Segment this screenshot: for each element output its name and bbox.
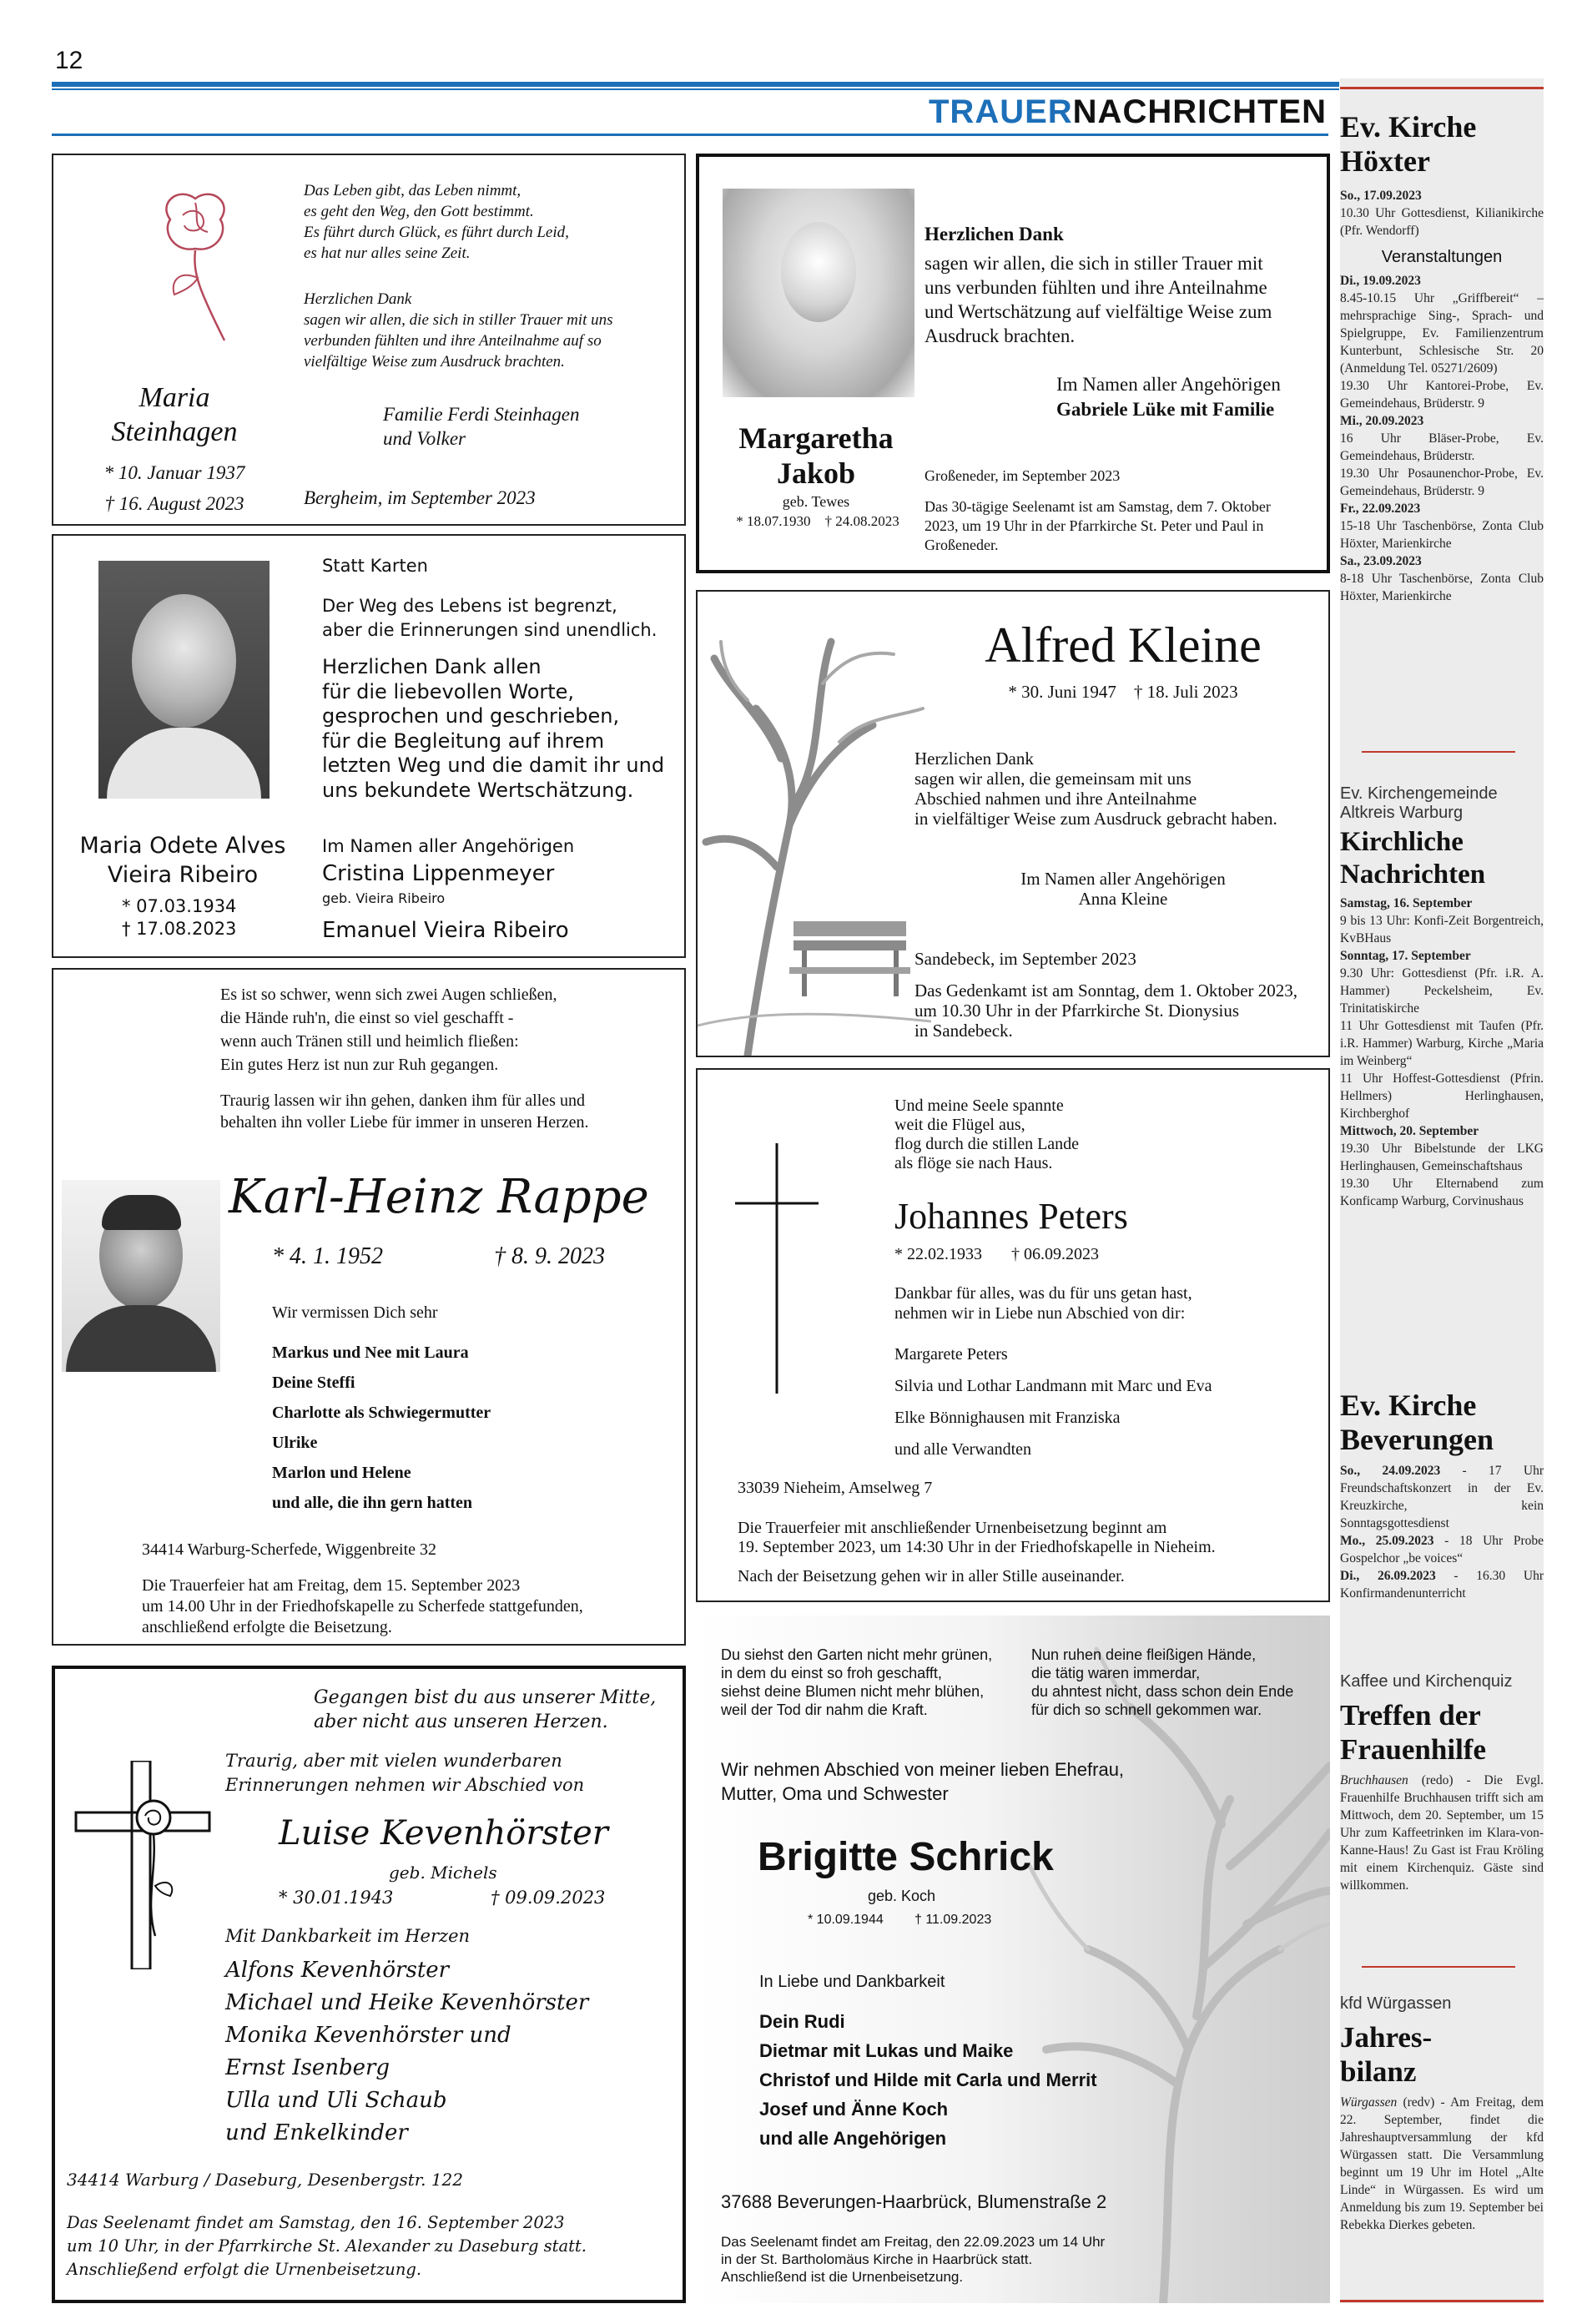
poem: Das Leben gibt, das Leben nimmt, es geht den Weg, den Gott bestimmt. Es führt durch Glück, es führt durch Leid, es hat nur alles seine Zeit. <box>304 182 569 262</box>
deceased-name: Karl-Heinz Rappe <box>229 1170 649 1224</box>
birth-date: * 07.03.1934 <box>122 896 237 916</box>
frauenhilfe-kicker: Kaffee und Kirchenquiz <box>1340 1672 1513 1691</box>
hoexter-title: Ev. Kirche Höxter <box>1340 110 1477 178</box>
family-1-nee: geb. Vieira Ribeiro <box>322 890 446 906</box>
maiden-name: geb. Michels <box>389 1863 497 1883</box>
page-number: 12 <box>55 47 83 74</box>
service-notice: Das 30-tägige Seelenamt ist am Samstag, dem 7. Oktober 2023, um 19 Uhr in der Pfarrkirche St. Peter und Paul in Großeneder. <box>925 498 1271 553</box>
hoexter-date-4: Fr., 22.09.2023 <box>1340 502 1421 516</box>
signoff: Im Namen aller Angehörigen <box>1056 374 1281 395</box>
warburg-date-2: Sonntag, 17. September <box>1340 949 1471 963</box>
deceased-name: Maria Steinhagen <box>111 382 238 447</box>
service-notice: Das Seelenamt findet am Freitag, den 22.09.2023 um 14 Uhr in der St. Bartholomäus Kirche in Haarbrück statt. Anschließend ist die Urnenbeisetzung. <box>721 2234 1106 2285</box>
birth-date: * 4. 1. 1952 <box>272 1243 383 1269</box>
rose-icon <box>133 182 258 349</box>
warburg-kicker: Ev. Kirchengemeinde Altkreis Warburg <box>1340 784 1498 822</box>
intro: Statt Karten <box>322 556 428 576</box>
cross-rose-icon <box>72 1761 214 1969</box>
family-1: Markus und Nee mit Laura <box>272 1343 469 1362</box>
poem: Es ist so schwer, wenn sich zwei Augen schließen, die Hände ruh'n, die einst so viel geschafft - wenn auch Tränen still und heimlich fließen: Ein gutes Herz ist nun zur Ruh gegangen. <box>220 986 557 1074</box>
section-title <box>901 93 1327 131</box>
wuergassen-kicker: kfd Würgassen <box>1340 1994 1452 2013</box>
header-rule-bottom <box>52 134 1328 136</box>
madonna-face <box>781 222 856 322</box>
place-date: Großeneder, im September 2023 <box>925 467 1121 484</box>
obituary-peters <box>696 1068 1330 1602</box>
service-notice: Das Seelenamt findet am Samstag, den 16. September 2023 um 10 Uhr, in der Pfarrkirche St. Alexander zu Daseburg statt. Anschließend erfolgt die Urnenbeisetzung. <box>67 2213 587 2279</box>
cross-icon <box>731 1143 823 1394</box>
warburg-title: Kirchliche Nachrichten <box>1340 827 1486 890</box>
deceased-name: Alfred Kleine <box>985 618 1262 673</box>
hoexter-date-3: Mi., 20.09.2023 <box>1340 414 1424 428</box>
warburg-date-1: Samstag, 16. September <box>1340 896 1473 910</box>
sidebar-warburg <box>1340 784 1544 1210</box>
place-date: Sandebeck, im September 2023 <box>914 949 1136 969</box>
hoexter-text-4: 15-18 Uhr Taschenbörse, Zonta Club Höxter, Marienkirche <box>1340 519 1544 551</box>
birth-date: * 10.09.1944 <box>808 1913 884 1927</box>
hoexter-date-1: So., 17.09.2023 <box>1340 189 1422 203</box>
warburg-text-3: 19.30 Uhr Bibelstunde der LKG Herlinghausen, Gemeinschaftshaus 19.30 Uhr Elternabend zum Konficamp Warburg, Corvinushaus <box>1340 1142 1544 1208</box>
beverungen-date-3: Di., 26.09.2023 <box>1340 1569 1436 1583</box>
hoexter-subhead: Veranstaltungen <box>1381 248 1503 266</box>
closing-text: Nach der Beisetzung gehen wir in aller Stille auseinander. <box>738 1567 1125 1585</box>
sidebar-divider-2 <box>1362 1966 1515 1968</box>
service-notice: Die Trauerfeier mit anschließender Urnenbeisetzung beginnt am 19. September 2023, um 14:30 Uhr in der Friedhofskapelle in Nieheim. <box>738 1519 1216 1556</box>
section-title-accent: TRAUER <box>929 93 1073 130</box>
family-2: Dietmar mit Lukas und Maike <box>759 2040 1014 2061</box>
obituary-kleine <box>696 590 1330 1057</box>
poem: Und meine Seele spannte weit die Flügel aus, flog durch die stillen Lande als flöge sie nach Haus. <box>894 1096 1080 1172</box>
portrait-shirt <box>66 1305 216 1372</box>
header-rule-thin <box>52 88 1339 90</box>
life-dates: * 30. Juni 1947 † 18. Juli 2023 <box>1008 682 1238 702</box>
family-5: Ulla und Uli Schaub <box>225 2088 447 2113</box>
obituary-jakob <box>696 154 1330 573</box>
frauenhilfe-lead: Bruchhausen <box>1340 1773 1408 1787</box>
sidebar-wuergassen <box>1340 1994 1544 2234</box>
portrait-face <box>132 594 236 728</box>
family-2: Deine Steffi <box>272 1374 355 1392</box>
maiden-name: geb. Koch <box>868 1888 936 1904</box>
family-4: Ernst Isenberg <box>225 2055 390 2080</box>
sidebar-frauenhilfe <box>1340 1672 1544 1894</box>
sidebar-beverungen <box>1340 1389 1544 1602</box>
beverungen-title: Ev. Kirche Beverungen <box>1340 1389 1494 1456</box>
frauenhilfe-text: (redo) - Die Evgl. Frauenhilfe Bruchhausen trifft sich am Mittwoch, dem 20. September, um 15 Uhr zum Kaffeetrinken im Klara-von-Kanne-Haus! Zu Gast ist Frau Kröling mit einem Kirchenquiz. Gäste sind willkommen. <box>1340 1773 1544 1893</box>
obituary-alves <box>52 534 686 958</box>
family: Gabriele Lüke mit Familie <box>1056 399 1275 420</box>
farewell-text: Wir nehmen Abschied von meiner lieben Ehefrau, Mutter, Oma und Schwester <box>721 1759 1125 1804</box>
intro: Traurig, aber mit vielen wunderbaren Erinnerungen nehmen wir Abschied von <box>225 1751 585 1795</box>
death-date: † 09.09.2023 <box>491 1888 606 1908</box>
beverungen-item-1 <box>1340 1462 1544 1532</box>
portrait-shoulders <box>107 728 261 799</box>
beverungen-item-2 <box>1340 1532 1544 1567</box>
family-5: und alle Angehörigen <box>759 2128 947 2149</box>
life-dates: * 18.07.1930 † 24.08.2023 <box>736 513 899 529</box>
poem-left: Du siehst den Garten nicht mehr grünen, in dem du einst so froh geschafft, siehst deine Blumen nicht mehr blühen, weil der Tod dir nahm die Kraft. <box>721 1646 993 1718</box>
warburg-date-3: Mittwoch, 20. September <box>1340 1124 1479 1138</box>
deceased-name: Maria Odete Alves Vieira Ribeiro <box>79 833 286 888</box>
birth-date: * 10. Januar 1937 <box>103 462 245 483</box>
beverungen-text-2: - 18 Uhr Probe Gospelchor „be voices“ <box>1340 1534 1544 1565</box>
thanks-text: sagen wir allen, die sich in stiller Trauer mit uns verbunden fühlten und ihre Anteilnahme und Wertschätzung auf vielfältige Weise zum Ausdruck brachten. <box>925 253 1272 346</box>
life-dates: * 22.02.1933 † 06.09.2023 <box>894 1245 1099 1263</box>
warburg-text-2: 9.30 Uhr: Gottesdienst (Pfr. i.R. A. Hammer) Peckelsheim, Ev. Trinitatiskirche 11 Uhr Gottesdienst mit Taufen (Pfr. i.R. Hammer) Warburg, Kirche „Maria im Weinberg“ 11 Uhr Hoffest-Gottesdienst (Pfrin. Hellmers) Herlinghausen, Kirchberghof <box>1340 966 1544 1121</box>
tree-bench-illustration <box>698 592 931 1056</box>
beverungen-date-1: So., 24.09.2023 <box>1340 1464 1441 1478</box>
service-notice: Das Gedenkamt ist am Sonntag, dem 1. Oktober 2023, um 10.30 Uhr in der Pfarrkirche St. Dionysius in Sandebeck. <box>914 981 1298 1041</box>
death-date: † 16. August 2023 <box>104 493 244 514</box>
beverungen-text-3: - 16.30 Uhr Konfirmandenunterricht <box>1340 1569 1544 1601</box>
portrait-hair <box>102 1195 181 1230</box>
family-4: Josef und Änne Koch <box>759 2099 949 2120</box>
family-6: und alle, die ihn gern hatten <box>272 1494 473 1512</box>
miss-text: Wir vermissen Dich sehr <box>272 1303 438 1322</box>
thanks-text: Herzlichen Dank sagen wir allen, die sich in stiller Trauer mit uns verbunden fühlten und ihre Anteilnahme auf so vielfältige Weise zum Ausdruck brachten. <box>304 290 613 371</box>
love-text: In Liebe und Dankbarkeit <box>759 1973 945 1991</box>
hoexter-text-3: 16 Uhr Bläser-Probe, Ev. Gemeindehaus, Brüderstr. 19.30 Uhr Posaunenchor-Probe, Ev. Gemeindehaus, Brüderstr. 9 <box>1340 431 1544 498</box>
birth-date: * 30.01.1943 <box>279 1888 394 1908</box>
family-1: Alfons Kevenhörster <box>225 1958 450 1983</box>
deceased-name: Margaretha Jakob <box>738 421 894 490</box>
wuergassen-text: (redv) - Am Freitag, dem 22. September, findet die Jahreshauptversammlung der kfd Würgassen statt. Die Versammlung beginnt um 19 Uhr im Hotel „Alte Linde“ in Würgassen. Es wird um Anmeldung bis zum 19. September bei Rebekka Dierkes gebeten. <box>1340 2095 1544 2232</box>
hoexter-text-1: 10.30 Uhr Gottesdienst, Kilianikirche (Pfr. Wendorff) <box>1340 206 1544 238</box>
frauenhilfe-title: Treffen der Frauenhilfe <box>1340 1699 1486 1766</box>
family-3: Christof und Hilde mit Carla und Merrit <box>759 2069 1097 2090</box>
place-date: Bergheim, im September 2023 <box>304 487 536 508</box>
family: Familie Ferdi Steinhagen und Volker <box>383 404 580 449</box>
family-3: Monika Kevenhörster und <box>225 2023 511 2048</box>
portrait-photo <box>98 561 270 799</box>
thanks-text: Herzlichen Dank sagen wir allen, die gemeinsam mit uns Abschied nahmen und ihre Anteilnahme in vielfältiger Weise zum Ausdruck gebracht haben. <box>914 749 1277 829</box>
deceased-name: Brigitte Schrick <box>758 1835 1054 1879</box>
deceased-name: Luise Kevenhörster <box>279 1814 608 1853</box>
sidebar-rule-top <box>1340 87 1544 89</box>
family-3: Charlotte als Schwiegermutter <box>272 1404 491 1422</box>
sidebar-rule-bottom <box>1340 2300 1544 2302</box>
family-4: Ulrike <box>272 1434 318 1452</box>
hoexter-text-5: 8-18 Uhr Taschenbörse, Zonta Club Höxter, Marienkirche <box>1340 572 1544 603</box>
family-4: und alle Verwandten <box>894 1440 1032 1459</box>
wuergassen-title: Jahres- bilanz <box>1340 2021 1433 2088</box>
portrait-photo <box>62 1180 220 1372</box>
madonna-image <box>723 189 914 397</box>
family-3: Elke Bönnighausen mit Franziska <box>894 1409 1121 1427</box>
sidebar-divider-1 <box>1362 751 1515 753</box>
poem: Gegangen bist du aus unserer Mitte, aber nicht aus unseren Herzen. <box>314 1687 657 1732</box>
death-date: † 8. 9. 2023 <box>494 1243 605 1269</box>
family-1: Cristina Lippenmeyer <box>322 861 555 886</box>
family-5: Marlon und Helene <box>272 1464 411 1482</box>
address: 33039 Nieheim, Amselweg 7 <box>738 1479 933 1497</box>
family-1: Margarete Peters <box>894 1345 1008 1364</box>
quote: Der Weg des Lebens ist begrenzt, aber die Erinnerungen sind unendlich. <box>322 596 658 640</box>
family-2: Silvia und Lothar Landmann mit Marc und Eva <box>894 1377 1212 1395</box>
sidebar-hoexter <box>1340 110 1544 605</box>
service-notice: Die Trauerfeier hat am Freitag, dem 15. September 2023 um 14.00 Uhr in der Friedhofskapelle zu Scherfede stattgefunden, anschließend erfolgte die Beisetzung. <box>142 1576 583 1636</box>
wuergassen-lead: Würgassen <box>1340 2095 1398 2110</box>
death-date: † 17.08.2023 <box>122 919 237 939</box>
gratitude: Mit Dankbarkeit im Herzen <box>225 1926 471 1946</box>
family-2: Michael und Heike Kevenhörster <box>225 1990 589 2015</box>
family-2: Emanuel Vieira Ribeiro <box>322 918 569 943</box>
beverungen-date-2: Mo., 25.09.2023 <box>1340 1534 1434 1548</box>
section-title-main: NACHRICHTEN <box>1072 93 1327 130</box>
family-6: und Enkelkinder <box>225 2120 408 2145</box>
thanks-text: Dankbar für alles, was du für uns getan hast, nehmen wir in Liebe nun Abschied von dir: <box>894 1284 1192 1323</box>
address: 34414 Warburg / Daseburg, Desenbergstr. 122 <box>67 2170 464 2190</box>
beverungen-item-3 <box>1340 1567 1544 1602</box>
warburg-text-1: 9 bis 13 Uhr: Konfi-Zeit Borgentreich, KvBHaus <box>1340 914 1544 945</box>
signoff: Im Namen aller Angehörigen <box>322 836 575 856</box>
deceased-name: Johannes Peters <box>894 1196 1128 1237</box>
obituary-kevenhoerster <box>52 1666 686 2303</box>
sad-text: Traurig lassen wir ihn gehen, danken ihm für alles und behalten ihn voller Liebe für immer in unseren Herzen. <box>220 1091 589 1132</box>
address: 37688 Beverungen-Haarbrück, Blumenstraße 2 <box>721 2191 1107 2212</box>
hoexter-date-5: Sa., 23.09.2023 <box>1340 554 1422 568</box>
beverungen-text-1: - 17 Uhr Freundschaftskonzert in der Ev. Kreuzkirche, kein Sonntagsgottesdienst <box>1340 1464 1544 1530</box>
maiden-name: geb. Tewes <box>782 493 850 510</box>
wuergassen-body <box>1340 2094 1544 2234</box>
thanks-text: Herzlichen Dank allen für die liebevollen Worte, gesprochen und geschrieben, für die Begleitung auf ihrem letzten Weg und die damit ihr und uns bekundete Wertschätzung. <box>322 655 665 802</box>
obituary-rappe <box>52 968 686 1646</box>
signoff: Im Namen aller Angehörigen Anna Kleine <box>1020 869 1226 909</box>
address: 34414 Warburg-Scherfede, Wiggenbreite 32 <box>142 1540 437 1559</box>
frauenhilfe-body <box>1340 1772 1544 1894</box>
poem-right: Nun ruhen deine fleißigen Hände, die tätig waren immerdar, du ahntest nicht, dass schon dein Ende für dich so schnell gekommen war. <box>1031 1646 1294 1718</box>
obituary-schrick <box>696 1616 1330 2303</box>
death-date: † 11.09.2023 <box>914 1913 992 1927</box>
hoexter-text-2: 8.45-10.15 Uhr „Griffbereit“ – mehrsprachige Sing-, Sprach- und Spielgruppe, Ev. Familienzentrum Kunterbunt, Schlesische Str. 20 (Anmeldung Tel. 05271/2609) 19.30 Uhr Kantorei-Probe, Ev. Gemeindehaus, Brüderstr. 9 <box>1340 291 1544 411</box>
family-1: Dein Rudi <box>759 2011 845 2032</box>
thanks-heading: Herzlichen Dank <box>925 224 1064 244</box>
obituary-steinhagen <box>52 154 686 526</box>
header-rule-blue <box>52 82 1339 87</box>
hoexter-date-2: Di., 19.09.2023 <box>1340 274 1421 288</box>
